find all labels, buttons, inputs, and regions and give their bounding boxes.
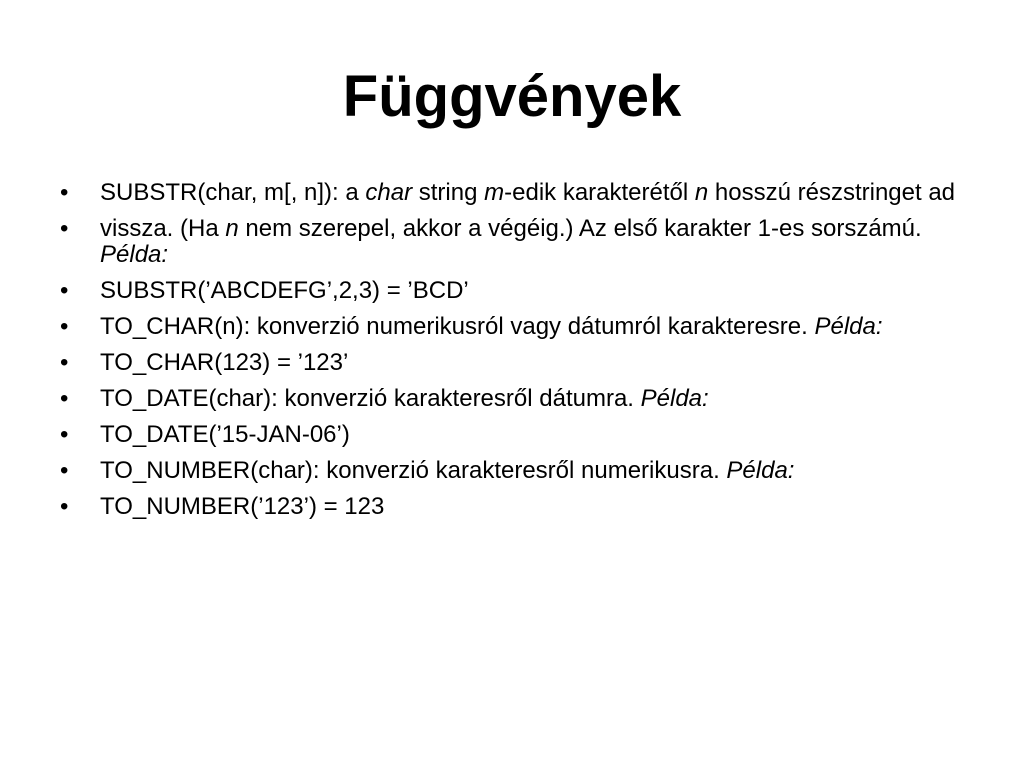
bullet-text-italic: Példa: (100, 241, 169, 268)
bullet-text: -edik karakterétől (504, 179, 695, 206)
bullet-marker: • (60, 493, 69, 520)
bullet-marker: • (60, 179, 69, 206)
bullet-text: SUBSTR(char, m[, n]): a (100, 179, 366, 206)
bullet-text-italic: n (694, 179, 709, 206)
bullet-item (60, 458, 960, 484)
bullet-text: hosszú részstringet ad (708, 179, 956, 206)
bullet-marker: • (60, 313, 69, 340)
bullet-text: SUBSTR(’ABCDEFG’,2,3) = ’BCD’ (100, 277, 469, 304)
bullet-marker: • (60, 457, 69, 484)
bullet-marker: • (60, 277, 69, 304)
bullet-text: TO_NUMBER(char): konverzió karakteresről numerikusra. (100, 457, 727, 484)
bullet-text: TO_NUMBER(’123’) = 123 (100, 493, 385, 520)
bullet-text: TO_DATE(’15-JAN-06’) (100, 421, 350, 448)
bullet-item (60, 494, 960, 520)
bullet-text-italic: n (225, 215, 239, 242)
bullet-marker: • (60, 349, 69, 376)
bullet-item (60, 386, 960, 412)
bullet-item (60, 350, 960, 376)
bullet-text: TO_DATE(char): konverzió karakteresről dátumra. (100, 385, 641, 412)
bullet-text-italic: Példa: (726, 457, 795, 484)
bullet-text: nem szerepel, akkor a végéig.) Az első karakter 1-es sorszámú. (238, 215, 922, 242)
bullet-text: vissza. (Ha (100, 215, 226, 242)
bullet-text-italic: char (365, 179, 413, 206)
bullet-item (60, 216, 960, 268)
bullet-text-italic: Példa: (640, 385, 709, 412)
bullet-text-italic: m (484, 179, 505, 206)
bullet-item (60, 278, 960, 304)
bullet-marker: • (60, 215, 69, 242)
bullet-marker: • (60, 385, 69, 412)
bullet-text: string (412, 179, 485, 206)
bullet-text-italic: Példa: (814, 313, 883, 340)
slide-title: Függvények (342, 64, 682, 129)
bullet-list (60, 180, 960, 530)
bullet-item (60, 314, 960, 340)
bullet-item (60, 180, 960, 206)
bullet-text: TO_CHAR(123) = ’123’ (100, 349, 349, 376)
bullet-text: TO_CHAR(n): konverzió numerikusról vagy dátumról karakteresre. (100, 313, 815, 340)
bullet-marker: • (60, 421, 69, 448)
bullet-item (60, 422, 960, 448)
